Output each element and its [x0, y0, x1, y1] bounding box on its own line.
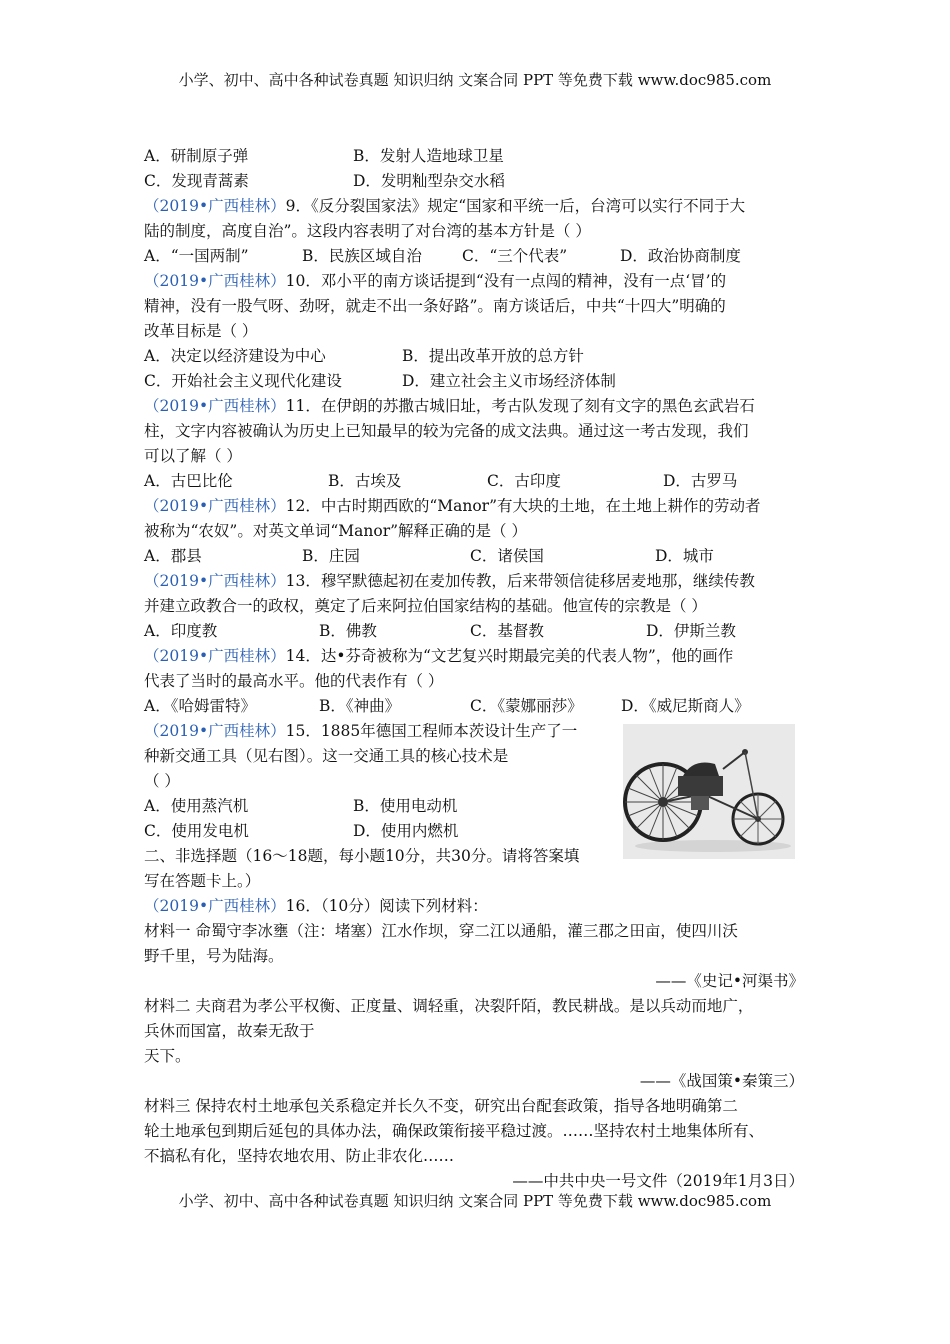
material3-line2: 轮土地承包到期后延包的具体办法，确保政策衔接平稳过渡。……坚持农村土地集体所有、: [144, 1122, 765, 1140]
material2-line1: 材料二 夫商君为孝公平权衡、正度量、调轻重，决裂阡陌，教民耕战。是以兵动而地广，: [144, 997, 754, 1015]
section2-heading-line2: 写在答题卡上。）: [144, 872, 261, 890]
q11-option-a: A．古巴比伦: [144, 472, 233, 490]
q10-source: （2019•广西桂林）: [144, 272, 286, 290]
q12-option-d: D．城市: [655, 547, 714, 565]
q8-option-d: D．发明籼型杂交水稻: [353, 172, 505, 190]
q11-line2: 柱，文字内容被确认为历史上已知最早的较为完备的成文法典。通过这一考古发现，我们: [144, 422, 749, 440]
benz-car-photo: [623, 724, 795, 859]
q11-line3: 可以了解（ ）: [144, 447, 242, 465]
q16-intro: （2019•广西桂林）16．（10分）阅读下列材料：: [144, 897, 488, 915]
q15-option-a: A．使用蒸汽机: [144, 797, 249, 815]
q13-line1: （2019•广西桂林）13．穆罕默德起初在麦加传教，后来带领信徒移居麦地那，继续传教: [144, 572, 755, 590]
q9-source: （2019•广西桂林）: [144, 197, 286, 215]
q15-option-b: B．使用电动机: [353, 797, 458, 815]
q13-line2: 并建立政教合一的政权，奠定了后来阿拉伯国家结构的基础。他宣传的宗教是（ ）: [144, 597, 707, 615]
q11-option-b: B．古埃及: [328, 472, 402, 490]
benz-car-illustration: [623, 724, 795, 859]
q15-option-d: D．使用内燃机: [353, 822, 459, 840]
q9-option-a: A．“一国两制”: [144, 247, 249, 265]
q13-option-c: C．基督教: [470, 622, 544, 640]
q15-option-c: C．使用发电机: [144, 822, 249, 840]
q14-line2: 代表了当时的最高水平。他的代表作有（ ）: [144, 672, 444, 690]
q14-line1: （2019•广西桂林）14．达•芬奇被称为“文艺复兴时期最完美的代表人物”，他的画作: [144, 647, 734, 665]
q11-option-d: D．古罗马: [663, 472, 738, 490]
section2-heading-line1: 二、非选择题（16～18题，每小题10分，共30分。请将答案填: [144, 847, 580, 865]
q9-line2: 陆的制度，高度自治”。这段内容表明了对台湾的基本方针是（ ）: [144, 222, 591, 240]
q12-source: （2019•广西桂林）: [144, 497, 286, 515]
material1-line1: 材料一 命蜀守李冰壅（注：堵塞）江水作坝，穿二江以通船，灌三郡之田亩，使四川沃: [144, 922, 738, 940]
q16-source: （2019•广西桂林）: [144, 897, 286, 915]
q11-option-c: C．古印度: [487, 472, 561, 490]
q11-source: （2019•广西桂林）: [144, 397, 286, 415]
material2-line3: 天下。: [144, 1047, 191, 1065]
q10-option-b: B．提出改革开放的总方针: [402, 347, 584, 365]
q15-source: （2019•广西桂林）: [144, 722, 286, 740]
q10-line3: 改革目标是（ ）: [144, 322, 258, 340]
q12-option-b: B．庄园: [302, 547, 360, 565]
q12-line1: （2019•广西桂林）12．中古时期西欧的“Manor”有大块的土地，在土地上耕作的劳动者: [144, 497, 761, 515]
q13-option-b: B．佛教: [319, 622, 377, 640]
q8-option-a: A．研制原子弹: [144, 147, 249, 165]
material1-source: ——《史记•河渠书》: [655, 972, 804, 990]
q9-option-b: B．民族区域自治: [302, 247, 422, 265]
material2-source: ——《战国策•秦策三）: [639, 1072, 804, 1090]
q15-line1: （2019•广西桂林）15．1885年德国工程师本茨设计生产了一: [144, 722, 578, 740]
q13-option-d: D．伊斯兰教: [646, 622, 736, 640]
q14-source: （2019•广西桂林）: [144, 647, 286, 665]
page-header: 小学、初中、高中各种试卷真题 知识归纳 文案合同 PPT 等免费下载 www.doc985.com: [178, 71, 772, 89]
q10-option-c: C．开始社会主义现代化建设: [144, 372, 342, 390]
q12-line2: 被称为“农奴”。对英文单词“Manor”解释正确的是（ ）: [144, 522, 527, 540]
q11-line1: （2019•广西桂林）11．在伊朗的苏撒古城旧址，考古队发现了刻有文字的黑色玄武岩石: [144, 397, 755, 415]
q9-option-d: D．政治协商制度: [620, 247, 741, 265]
q12-option-a: A．郡县: [144, 547, 202, 565]
q15-line2: 种新交通工具（见右图）。这一交通工具的核心技术是: [144, 747, 509, 765]
q8-option-b: B．发射人造地球卫星: [353, 147, 504, 165]
q10-line2: 精神，没有一股气呀、劲呀，就走不出一条好路”。南方谈话后，中共“十四大”明确的: [144, 297, 726, 315]
q13-option-a: A．印度教: [144, 622, 218, 640]
q15-line3: （ ）: [144, 772, 180, 790]
q9-option-c: C．“三个代表”: [462, 247, 568, 265]
q14-option-c: C．《蒙娜丽莎》: [470, 697, 583, 715]
q8-option-c: C．发现青蒿素: [144, 172, 249, 190]
q14-option-b: B．《神曲》: [319, 697, 401, 715]
q12-option-c: C．诸侯国: [470, 547, 544, 565]
q14-option-d: D．《威尼斯商人》: [621, 697, 750, 715]
material3-line3: 不搞私有化，坚持农地农用、防止非农化……: [144, 1147, 455, 1165]
q14-option-a: A．《哈姆雷特》: [144, 697, 256, 715]
q10-line1: （2019•广西桂林）10．邓小平的南方谈话提到“没有一点闯的精神，没有一点‘冒’的: [144, 272, 727, 290]
q9-line1: （2019•广西桂林）9．《反分裂国家法》规定“国家和平统一后，台湾可以实行不同于大: [144, 197, 746, 215]
q13-source: （2019•广西桂林）: [144, 572, 286, 590]
material1-line2: 野千里，号为陆海。: [144, 947, 284, 965]
material2-line2: 兵休而国富，故秦无敌于: [144, 1022, 315, 1040]
q10-option-d: D．建立社会主义市场经济体制: [402, 372, 616, 390]
material3-source: ——中共中央一号文件（2019年1月3日）: [512, 1172, 804, 1190]
material3-line1: 材料三 保持农村土地承包关系稳定并长久不变，研究出台配套政策，指导各地明确第二: [144, 1097, 738, 1115]
page-footer: 小学、初中、高中各种试卷真题 知识归纳 文案合同 PPT 等免费下载 www.doc985.com: [178, 1192, 772, 1210]
q10-option-a: A．决定以经济建设为中心: [144, 347, 326, 365]
